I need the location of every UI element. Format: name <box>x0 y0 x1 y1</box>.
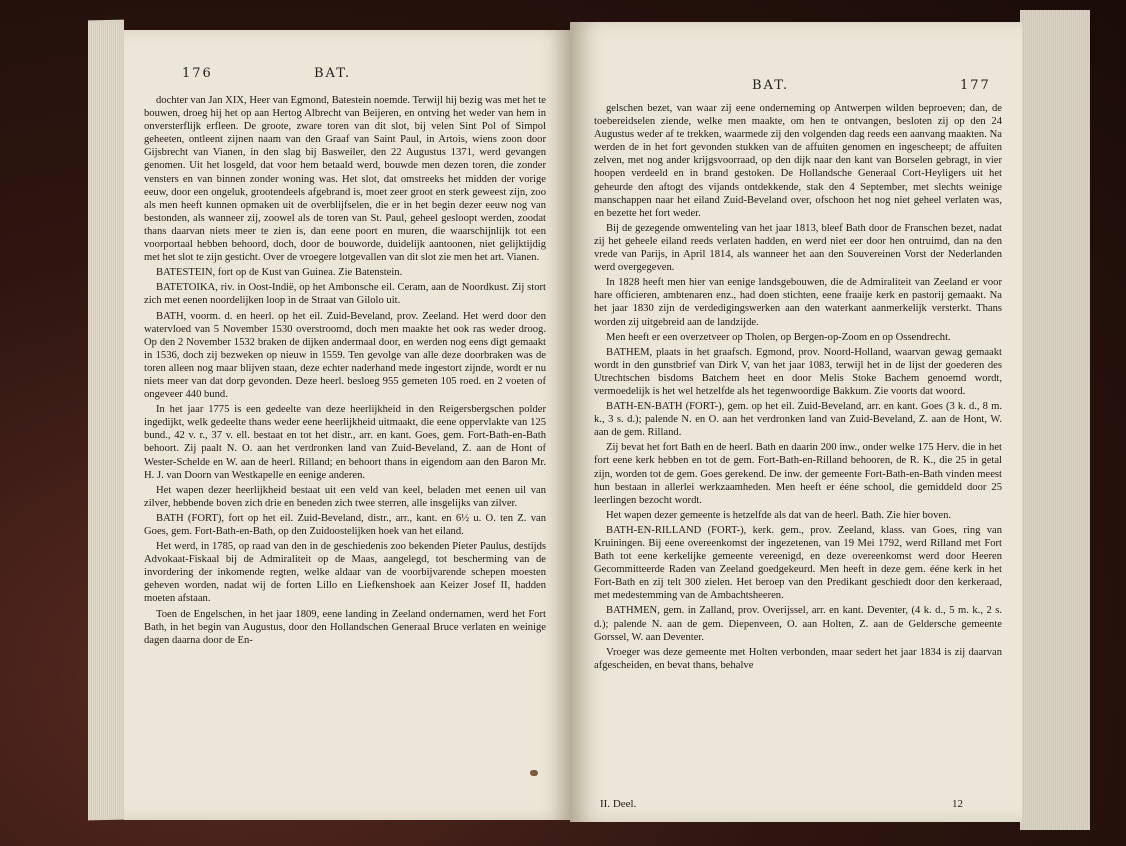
page-number: 176 <box>182 66 213 81</box>
paragraph: BATH (FORT), fort op het eil. Zuid-Beveland, distr., arr., kant. en 6½ u. O. ten Z. van Goes, gem. Fort-Bath-en-Bath, op den Zuidoostelijken hoek van het eiland. <box>144 512 546 537</box>
paragraph: BATH-EN-RILLAND (FORT-), kerk. gem., prov. Zeeland, klass. van Goes, ring van Kruiningen. Bij eene overeenkomst der ingezetenen, van 19 Mei 1792, werd Rilland met Fort Bath tot eene kerkelijke gemeente vereenigd, en deze overeenkomst werd door Heeren Gecommitteerde Raden van Zeeland goedgekeurd. Men heeft in deze gem. ééne kerk in het Fort-Bath en zij telt 300 zielen. Het beroep van den Predikant geschiedt door den kerkeraad, met medestemming van de Ambachtsheeren. <box>594 524 1002 602</box>
paragraph: Het werd, in 1785, op raad van den in de geschiedenis zoo bekenden Pieter Paulus, destijds Advokaat-Fiskaal bij de Admiraliteit op de Maas, aangelegd, tot bescherming van de invordering der inkomende regten, welke aldaar van de voorbijvarende schepen moesten geheven worden, nadat wij de forten Lillo en Liefkenshoek aan Keizer Josef II, hadden moeten afstaan. <box>144 541 546 605</box>
page-number: 177 <box>960 78 991 93</box>
paragraph: gelschen bezet, van waar zij eene onderneming op Antwerpen wilden beproeven; dan, de toebereidselen ziende, welke men maakte, om hen te ontvangen, besloten zij op den 24 Augustus weder af te trekken, waarmede zij den volgenden dag reeds een aanvang maakten. Na werden de in het fort gevonden stukken van de affuiten genomen en ingescheept; de affuiten zelven, met nog ander krijgsvoorraad, op den dijk naar den kant van Borselen gebragt, in vier hoopen verdeeld en in brand gestoken. De Hollandsche Generaal Cort-Heyligers uit het geheurde den aftogt des vijands ontdekkende, stak den 4 September, met slechts weinige manschappen naar het eiland Zuid-Beveland over, ofschoon het nog niet geheel verlaten was, en bezette het fort weder. <box>594 103 1002 219</box>
paragraph: Men heeft er een overzetveer op Tholen, op Bergen-op-Zoom en op Ossendrecht. <box>606 331 951 343</box>
right-page <box>570 22 1022 822</box>
paragraph: BATESTEIN, fort op de Kust van Guinea. Zie Batenstein. <box>156 267 403 279</box>
running-head: BAT. <box>752 78 790 93</box>
paragraph: dochter van Jan XIX, Heer van Egmond, Batestein noemde. Terwijl hij bezig was met het te bouwen, droeg hij het op aan Hertog Albrecht van Beijeren, en ontving het weder van hem in onversterflijk erfleen. De groote, zware toren van dit slot, bij velen Sint Pol of Simpol geheeten, ontleent zijnen naam van den Graaf van Saint Paul, in Artois, wiens zoon door Gijsbrecht van Vianen, in den slag bij Basweiler, den 22 Augustus 1371, werd gevangen genomen. Uit het losgeld, dat voor hem betaald werd, bouwde men dezen toren, die zonder vensters en van binnen zonder woning was. Het slot, dat omstreeks het midden der vorige eeuw, door een ongeluk, grootendeels afgebrand is, moet zeer groot en sterk geweest zijn, zoo als men heeft kunnen opmaken uit de overblijfselen, die er in het begin dezer eeuw nog van bestonden, als wanneer zij, zoowel als de toren van St. Paul, geheel gesloopt werden, zoodat thans daarvan niets meer te zien is, dan eene poort en muren, die waarschijnlijk tot een voorportaal hebben behoord, doch, door de bouworde, duidelijk aantoonen, niet gelijktijdig met het slot te zijn gesticht. Over de vroegere lotgevallen van dit slot zie men het art. Vianen. <box>144 95 546 264</box>
left-body <box>144 94 546 806</box>
paragraph: In het jaar 1775 is een gedeelte van deze heerlijkheid in den Reigersbergschen polder ingedijkt, welk gedeelte thans weder eene heerlijkheid uitmaakt, die eene oppervlakte van 125 bund., 42 v. r., 37 v. ell. bestaat en tot het distr., arr. en kant. Goes, gem. Fort-Bath-en-Bath behoort. Zij paalt N. O. aan het verdronken land van Zuid-Beveland, Z. aan de Hont of Wester-Schelde en W. aan de heerl. Rilland; en behoort thans in eigendom aan den Baron Mr. H. J. van Doorn van Westkapelle en eenige anderen. <box>144 404 546 481</box>
right-body <box>594 102 1002 814</box>
paragraph: Toen de Engelschen, in het jaar 1809, eene landing in Zeeland ondernamen, werd het Fort Bath, in het begin van Augustus, door den Hollandschen Generaal Bruce verlaten en weinige dagen daarna door de En- <box>144 608 546 646</box>
paragraph: Vroeger was deze gemeente met Holten verbonden, maar sedert het jaar 1834 is zij daarvan afgescheiden, en bevat thans, behalve <box>594 646 1002 671</box>
paragraph: BATH, voorm. d. en heerl. op het eil. Zuid-Beveland, prov. Zeeland. Het werd door den watervloed van 5 November 1530 overstroomd, doch men maakte het ook ras weder droog. Op den 2 November 1532 braken de dijken andermaal door, en werden nog eens digt gemaakt in 1536, doch zij bezweken op nieuw in 1559. Ten gevolge van alle deze doorbraken was de toren alleen nog maar blijven staan, deze echter naderhand mede ingestort zijnde, wordt er nu niets meer van dat dorp gevonden. Deze heerl. besloeg 955 gemeten 105 roed. en 2 voeten of ongeveer 440 bund. <box>144 310 546 401</box>
page-edges-left <box>88 20 124 821</box>
paragraph: BATHMEN, gem. in Zalland, prov. Overijssel, arr. en kant. Deventer, (4 k. d., 5 m. k., 2 s. d.); palende N. aan de gem. Diepenveen, O. aan Holten, Z. aan de Geldersche gemeente Gorssel, W. aan Deventer. <box>594 605 1002 643</box>
running-head: BAT. <box>314 66 352 81</box>
page-edges-right <box>1020 10 1090 830</box>
paragraph: Zij bevat het fort Bath en de heerl. Bath en daarin 200 inw., onder welke 175 Herv. die in het fort eene kerk hebben en tot de gem. Fort-Bath-en-Rilland behooren, de R. K., die 25 in getal zijn, worden tot de gem. Goes gerekend. De inw. der gemeente Fort-Bath-en-Bath vinden meest hun bestaan in allerlei werkzaamheden. Men heeft er ééne school, die gemiddeld door 25 leerlingen bezocht wordt. <box>594 442 1002 506</box>
paragraph: Het wapen dezer heerlijkheid bestaat uit een veld van keel, beladen met eenen uil van zilver, hebbende boven zich drie en beneden zich twee sterren, alle insgelijks van zilver. <box>144 484 546 509</box>
paragraph: Het wapen dezer gemeente is hetzelfde als dat van de heerl. Bath. Zie hier boven. <box>606 509 952 521</box>
paragraph: Bij de gezegende omwenteling van het jaar 1813, bleef Bath door de Franschen bezet, nadat zij het geheele eiland reeds verlaten hadden, en werd niet eer door hen ontruimd, dan na den vrede van Parijs, in April 1814, als wanneer het aan den Souvereinen Vorst der Nederlanden werd overgegeven. <box>594 222 1002 274</box>
gathering-number: 12 <box>952 798 963 810</box>
paragraph: BATETOIKA, riv. in Oost-Indië, op het Ambonsche eil. Ceram, aan de Noordkust. Zij stort zich met eenen noordelijken loop in de Straat van Gilolo uit. <box>144 282 546 307</box>
paragraph: BATH-EN-BATH (FORT-), gem. op het eil. Zuid-Beveland, arr. en kant. Goes (3 k. d., 8 m. k., 3 s. d.); palende N. en O. aan het verdronken land van Zuid-Beveland, Z. aan de Hont, W. aan de gem. Rilland. <box>594 401 1002 439</box>
paragraph: In 1828 heeft men hier van eenige landsgebouwen, die de Admiraliteit van Zeeland er voor hare officieren, ambtenaren enz., had doen stichten, eene fraaije kerk en pastorij gemaakt. Na het jaar 1830 zijn de verdedigingswerken aan den waterkant aanmerkelijk versterkt. Thans worden zij uitgebreid aan de landzijde. <box>594 277 1002 328</box>
paragraph: BATHEM, plaats in het graafsch. Egmond, prov. Noord-Holland, waarvan gewag gemaakt wordt in den gunstbrief van Dirk V, van het jaar 1083, terwijl het in de lijst der goederen des Utrechtschen bisdoms Batchem heet en door Melis Stoke Bachem genoemd wordt, vermoedelijk is het wel hetzelfde als het tegenwoordige Bakkum. Zie voorts dat woord. <box>594 346 1002 397</box>
signature-mark: II. Deel. <box>600 798 637 810</box>
left-page <box>124 30 570 820</box>
paper-stain <box>530 770 538 776</box>
